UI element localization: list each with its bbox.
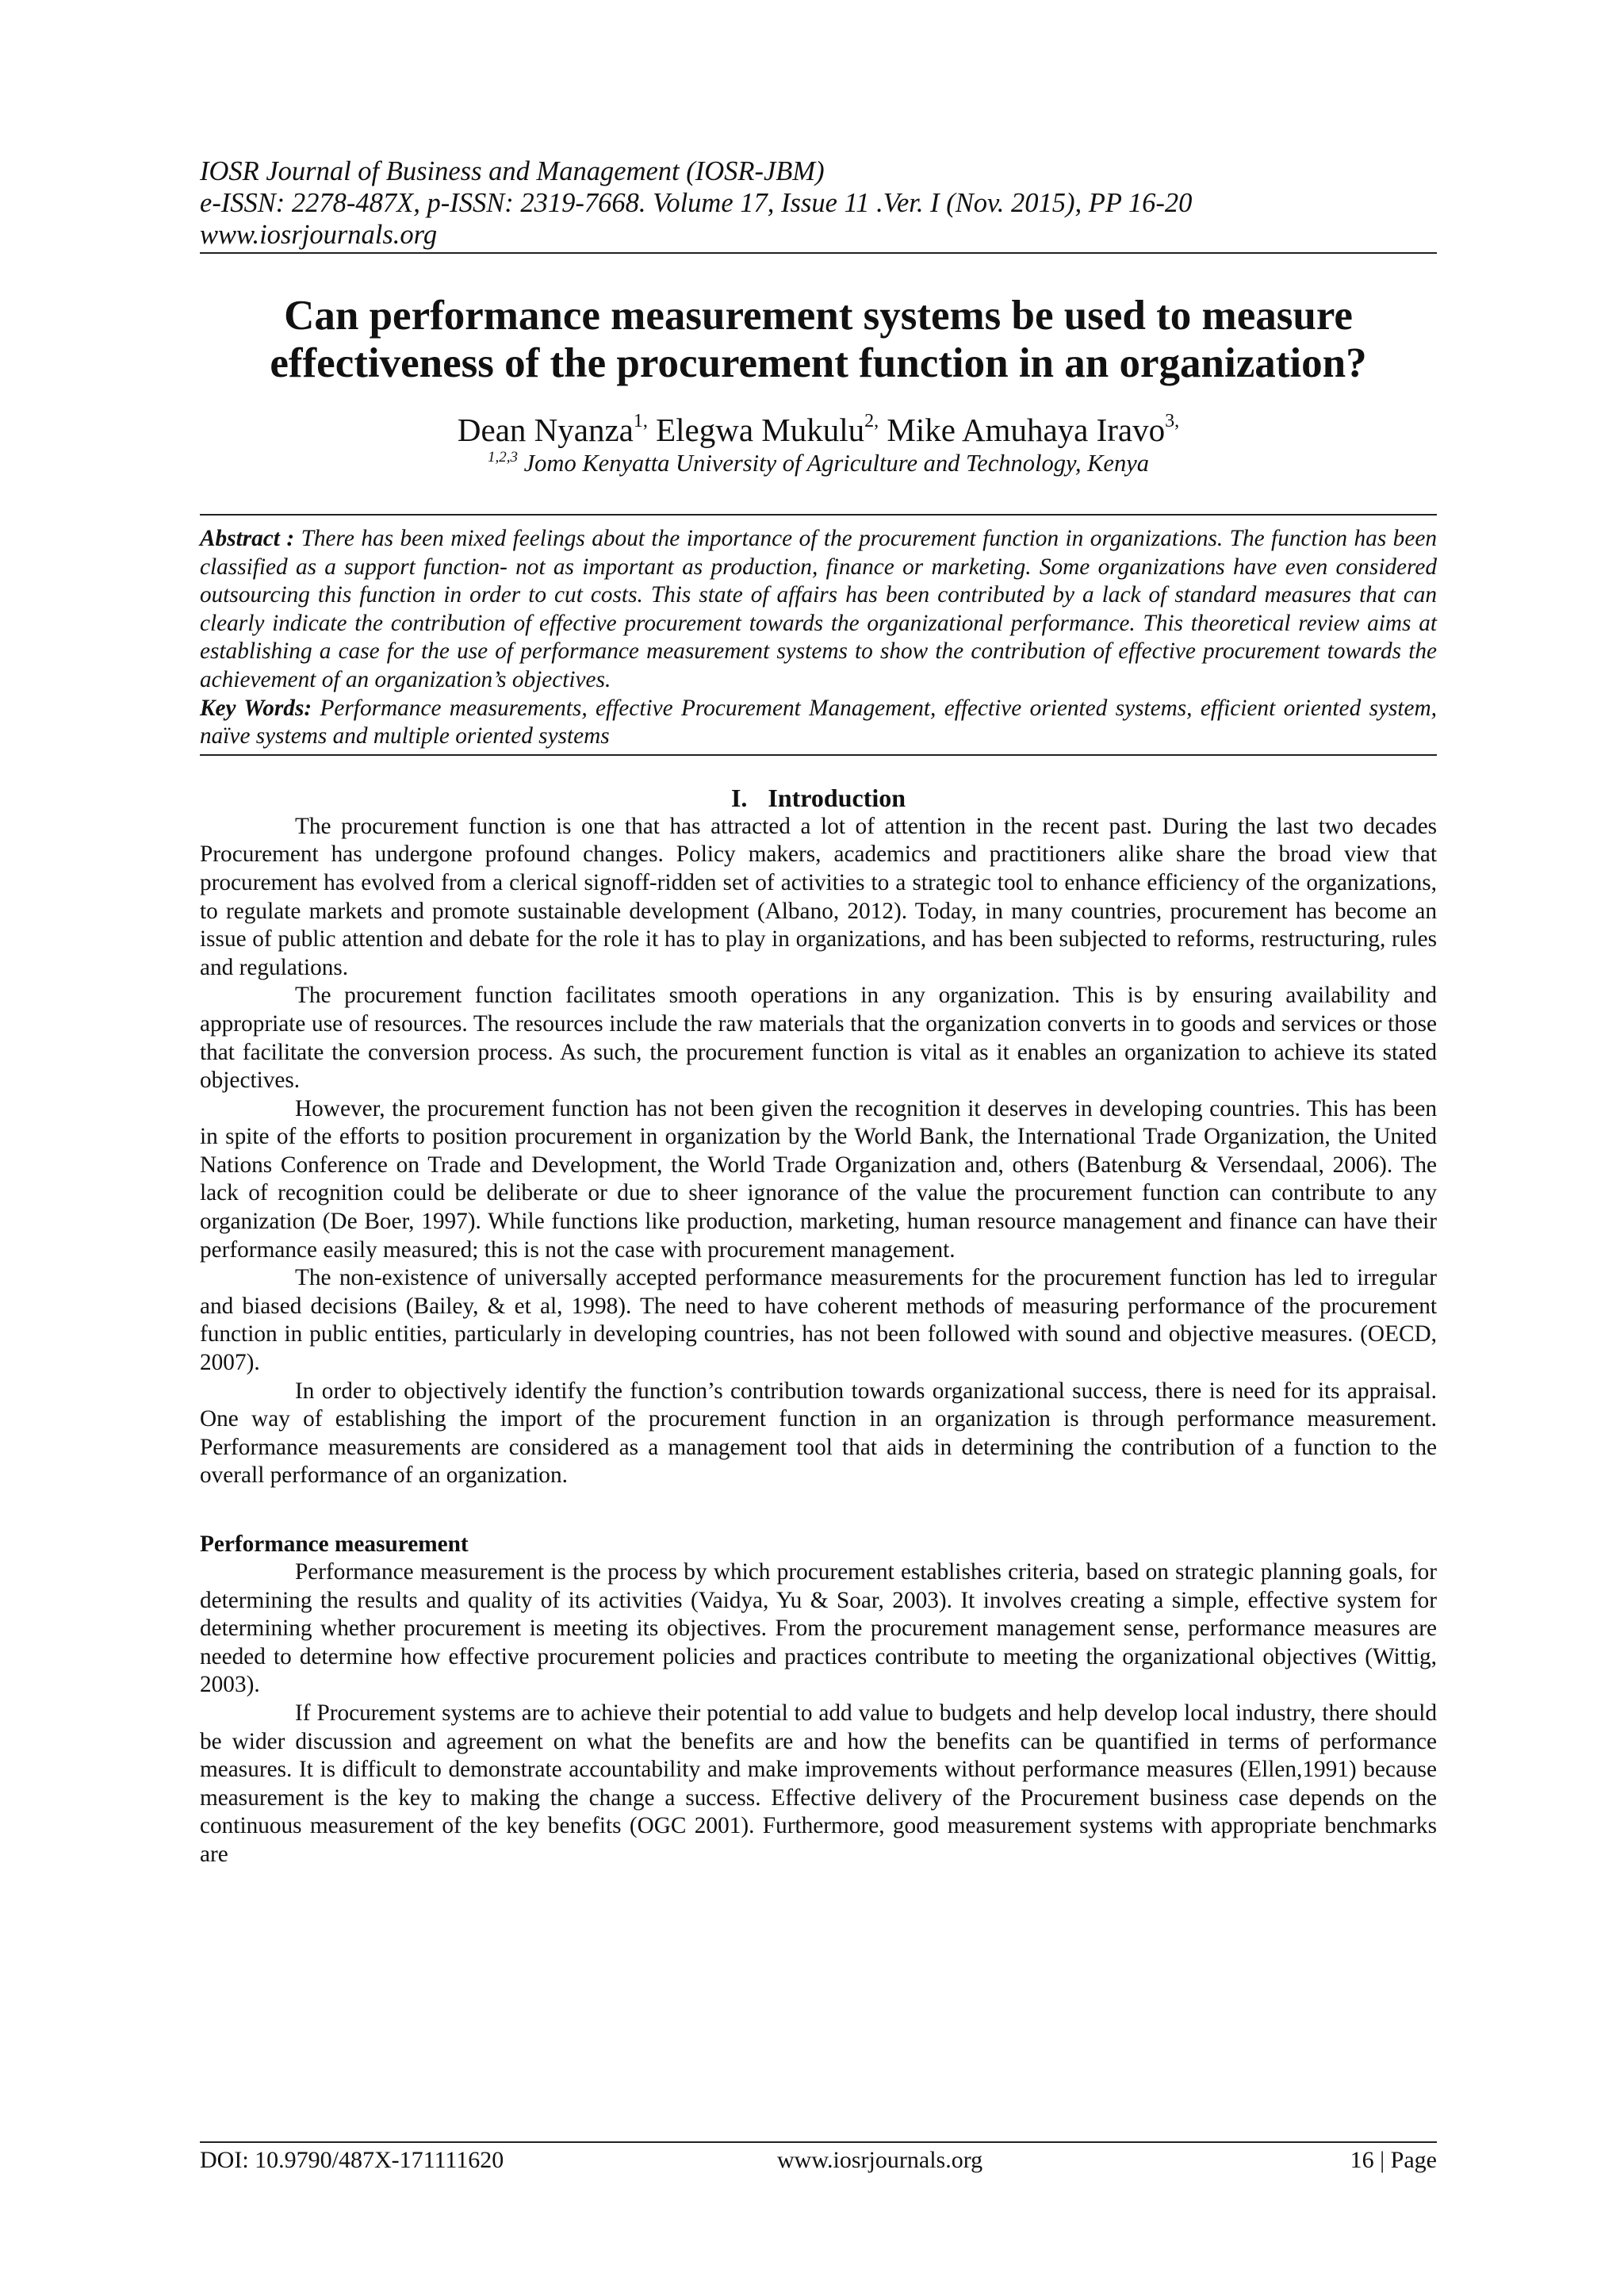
performance-measurement-body [200,1558,1437,1869]
body-paragraph: If Procurement systems are to achieve their potential to add value to budgets and help develop local industry, there should be wider discussion and agreement on what the benefits are and how the benefits can be quantified in terms of performance measures. It is difficult to demonstrate accountability and make improvements without performance measures (Ellen,1991) because measurement is the key to making the change a success. Effective delivery of the Procurement business case depends on the continuous measurement of the key benefits (OGC 2001). Furthermore, good measurement systems with appropriate benchmarks are [200,1700,1437,1867]
author-affiliation-mark: 2, [864,411,879,431]
keywords [200,695,1437,751]
paper-title [200,292,1437,387]
title-line-2: effectiveness of the procurement function in an organization? [270,340,1367,386]
introduction-body [200,813,1437,1490]
paper-page [200,155,1437,1869]
subsection-heading: Performance measurement [200,1531,469,1557]
affiliation-text: Jomo Kenyatta University of Agriculture and Technology, Kenya [523,450,1149,477]
author-affiliation-mark: 3, [1165,411,1180,431]
journal-issn: e-ISSN: 2278-487X, p-ISSN: 2319-7668. Volume 17, Issue 11 .Ver. I (Nov. 2015), PP 16-20 [200,188,1193,218]
body-paragraph: However, the procurement function has not been given the recognition it deserves in developing countries. This has been in spite of the efforts to position procurement in organization by the World Bank, the International Trade Organization, the United Nations Conference on Trade and Development, the World Trade Organization and, others (Batenburg & Versendaal, 2006). The lack of recognition could be deliberate or due to sheer ignorance of the value the procurement function can contribute to any organization (De Boer, 1997). While functions like production, marketing, human resource management and finance can have their performance easily measured; this is not the case with procurement management. [200,1095,1437,1263]
title-line-1: Can performance measurement systems be used to measure [284,293,1353,339]
abstract-block [200,514,1437,756]
author-affiliation-mark: 1, [633,411,648,431]
author-name: Dean Nyanza [457,412,634,448]
author-name: Mike Amuhaya Iravo [887,412,1166,448]
abstract [200,525,1437,695]
journal-name: IOSR Journal of Business and Management (IOSR-JBM) [200,156,825,186]
section-title: Introduction [768,783,906,812]
journal-header [200,155,1437,254]
section-heading-introduction [200,783,1437,813]
section-number: I. [730,783,748,812]
author-name: Elegwa Mukulu [656,412,865,448]
footer-page-number: 16 | Page [1350,2147,1437,2173]
affiliation-mark: 1,2,3 [488,449,518,466]
footer-website: www.iosrjournals.org [777,2147,983,2173]
author-list [200,411,1437,449]
abstract-label: Abstract : [200,526,295,551]
body-paragraph: The non-existence of universally accepted performance measurements for the procurement function has led to irregular and biased decisions (Bailey, & et al, 1998). The need to have coherent methods of measuring performance of the procurement function in public entities, particularly in developing countries, has not been followed with sound and objective measures. (OECD, 2007). [200,1265,1437,1376]
journal-website: www.iosrjournals.org [200,220,438,250]
keywords-label: Key Words: [200,695,312,721]
body-paragraph: In order to objectively identify the function’s contribution towards organizational success, there is need for its appraisal. One way of establishing the import of the procurement function in an organization is through performance measurement. Performance measurements are considered as a management tool that aids in determining the contribution of a function to the overall performance of an organization. [200,1378,1437,1489]
page-footer [200,2141,1437,2175]
footer-doi: DOI: 10.9790/487X-171111620 [200,2147,504,2173]
abstract-text: There has been mixed feelings about the importance of the procurement function in organizations. The function has been classified as a support function- not as important as production, finance or marketing. Some organizations have even considered outsourcing this function in order to cut costs. This state of affairs has been contributed by a lack of standard measures that can clearly indicate the contribution of effective procurement towards the organizational performance. This theoretical review aims at establishing a case for the use of performance measurement systems to show the contribution of effective procurement towards the achievement of an organization’s objectives. [200,526,1437,692]
body-paragraph: Performance measurement is the process by which procurement establishes criteria, based on strategic planning goals, for determining the results and quality of its activities (Vaidya, Yu & Soar, 2003). It involves creating a simple, effective system for determining whether procurement is meeting its objectives. From the procurement management sense, performance measures are needed to determine how effective procurement policies and practices contribute to meeting the organizational objectives (Wittig, 2003). [200,1559,1437,1698]
affiliation [200,449,1437,477]
body-paragraph: The procurement function facilitates smooth operations in any organization. This is by ensuring availability and appropriate use of resources. The resources include the raw materials that the organization converts in to goods and services or those that facilitate the conversion process. As such, the procurement function is vital as it enables an organization to achieve its stated objectives. [200,983,1437,1094]
body-paragraph: The procurement function is one that has attracted a lot of attention in the recent past. During the last two decades Procurement has undergone profound changes. Policy makers, academics and practitioners alike share the broad view that procurement has evolved from a clerical signoff-ridden set of activities to a strategic tool to enhance efficiency of the organizations, to regulate markets and promote sustainable development (Albano, 2012). Today, in many countries, procurement has become an issue of public attention and debate for the role it has to play in organizations, and has been subjected to reforms, restructuring, rules and regulations. [200,813,1437,980]
keywords-text: Performance measurements, effective Procurement Management, effective oriented systems, efficient oriented system, naïve systems and multiple oriented systems [200,695,1438,749]
